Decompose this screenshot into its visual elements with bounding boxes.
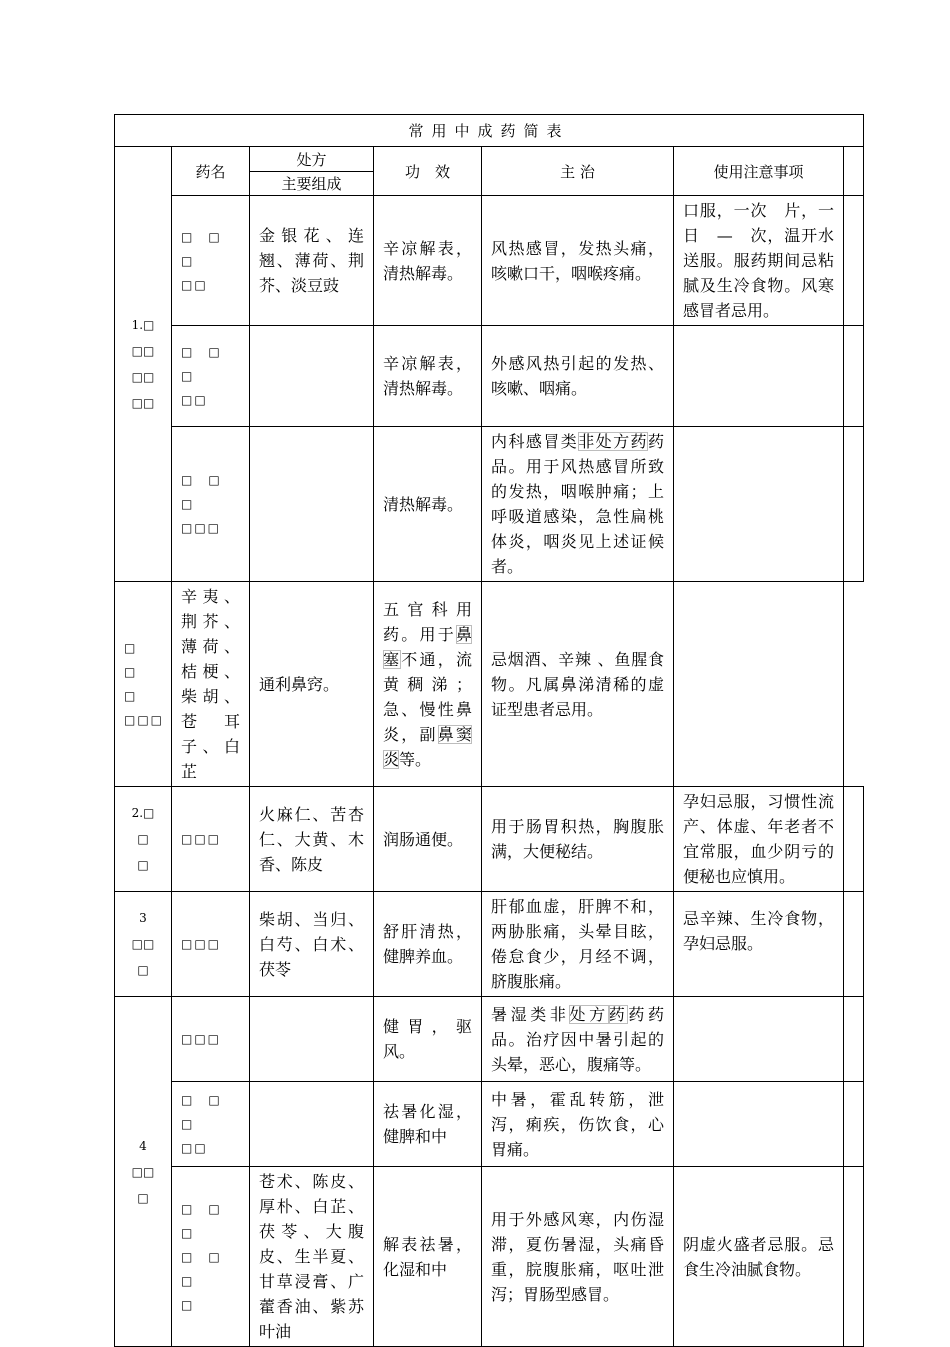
notes-cell: 阴虚火盛者忌服。忌食生冷油腻食物。: [674, 1167, 844, 1347]
indication-cell: 肝郁血虚，肝脾不和，两胁胀痛，头晕目眩，倦怠食少，月经不调，脐腹胀痛。: [482, 892, 674, 997]
drug-name: □ □ □ □□□: [172, 427, 250, 582]
table-row: [115, 326, 864, 427]
composition-cell: 金银花、连翘、薄荷、荆芥、淡豆豉: [250, 196, 374, 326]
efficacy-cell: 祛暑化湿，健脾和中: [374, 1082, 482, 1167]
composition-cell: 火麻仁、苦杏仁、大黄、木香、陈皮: [250, 787, 374, 892]
blank-cell: [844, 427, 864, 582]
drug-name: □□□: [172, 787, 250, 892]
header-indication: 主 治: [482, 147, 674, 196]
blank-cell: [674, 582, 844, 787]
header-composition: 主要组成: [250, 172, 374, 196]
header-blank: [844, 147, 864, 196]
notes-cell: [674, 427, 844, 582]
notes-cell: [674, 326, 844, 427]
notes-cell: 孕妇忌服，习惯性流产、体虚、年老者不宜常服，血少阴亏的便秘也应慎用。: [674, 787, 844, 892]
composition-cell: [250, 326, 374, 427]
table-row: [115, 787, 864, 892]
blank-cell: [844, 997, 864, 1082]
notes-cell: 口服，一次 片，一日 — 次，温开水送服。服药期间忌粘腻及生冷食物。风寒感冒者忌用。: [674, 196, 844, 326]
blank-cell: [844, 892, 864, 997]
indication-cell: 风热感冒，发热头痛，咳嗽口干，咽喉疼痛。: [482, 196, 674, 326]
drug-name: □ □ □ □□□: [115, 582, 172, 787]
blank-cell: [844, 196, 864, 326]
efficacy-cell: 舒肝清热，健脾养血。: [374, 892, 482, 997]
efficacy-cell: 润肠通便。: [374, 787, 482, 892]
table-row: [115, 892, 864, 997]
indication-cell: 用于肠胃积热，胸腹胀满，大便秘结。: [482, 787, 674, 892]
header-notes: 使用注意事项: [674, 147, 844, 196]
drug-name: □ □ □ □□: [172, 326, 250, 427]
category-2: 2.□ □ □: [115, 787, 172, 892]
header-recipe: 处方: [250, 147, 374, 172]
table-row: [115, 427, 864, 582]
table-title: 常用中成药简表: [115, 115, 864, 147]
efficacy-cell: 辛凉解表，清热解毒。: [374, 196, 482, 326]
drug-name: □ □ □ □□: [172, 196, 250, 326]
drug-table: [114, 114, 864, 1347]
blank-cell: [844, 1082, 864, 1167]
composition-cell: 柴胡、当归、白芍、白术、茯苓: [250, 892, 374, 997]
table-row: [115, 196, 864, 326]
efficacy-cell: 清热解毒。: [374, 427, 482, 582]
category-3: 3 □□ □: [115, 892, 172, 997]
notes-cell: [674, 997, 844, 1082]
category-4: 4 □□ □: [115, 997, 172, 1347]
table-row: [115, 997, 864, 1082]
header-row: [115, 147, 864, 172]
table-row: [115, 1082, 864, 1167]
efficacy-cell: 健胃，驱风。: [374, 997, 482, 1082]
efficacy-cell: 解表祛暑，化湿和中: [374, 1167, 482, 1347]
composition-cell: [250, 997, 374, 1082]
blank-cell: [844, 326, 864, 427]
notes-cell: 忌烟酒、辛辣 、鱼腥食物。凡属鼻涕清稀的虚证型患者忌用。: [482, 582, 674, 787]
drug-name: □□□: [172, 892, 250, 997]
table-row: [115, 1167, 864, 1347]
category-1: 1.□ □□ □□ □□: [115, 147, 172, 582]
efficacy-cell: 辛凉解表，清热解毒。: [374, 326, 482, 427]
composition-cell: [250, 1082, 374, 1167]
header-efficacy: 功 效: [374, 147, 482, 196]
indication-cell: 外感风热引起的发热、咳嗽、咽痛。: [482, 326, 674, 427]
blank-cell: [844, 1167, 864, 1347]
indication-cell: 用于外感风寒，内伤湿滞，夏伤暑湿，头痛昏重，脘腹胀痛，呕吐泄泻；胃肠型感冒。: [482, 1167, 674, 1347]
indication-cell: 中暑，霍乱转筋，泄泻，痢疾，伤饮食，心胃痛。: [482, 1082, 674, 1167]
notes-cell: 忌辛辣、生冷食物，孕妇忌服。: [674, 892, 844, 997]
header-name: 药名: [172, 147, 250, 196]
composition-cell: [250, 427, 374, 582]
drug-name: □ □ □ □ □ □ □: [172, 1167, 250, 1347]
indication-cell: 暑湿类非处方药药药品。治疗因中暑引起的头晕，恶心，腹痛等。: [482, 997, 674, 1082]
notes-cell: [674, 1082, 844, 1167]
indication-cell: 五官科用药。用于鼻塞不通，流黄稠涕；急、慢性鼻炎，副鼻窦炎等。: [374, 582, 482, 787]
drug-name: □□□: [172, 997, 250, 1082]
title-row: [115, 115, 864, 147]
drug-name: □ □ □ □□: [172, 1082, 250, 1167]
composition-cell: 苍术、陈皮、厚朴、白芷、茯苓、大腹皮、生半夏、甘草浸膏、广藿香油、紫苏叶油: [250, 1167, 374, 1347]
indication-cell: 内科感冒类非处方药药品。用于风热感冒所致的发热，咽喉肿痛；上呼吸道感染，急性扁桃体炎，咽炎见上述证候者。: [482, 427, 674, 582]
blank-cell: [844, 787, 864, 892]
table-row: [115, 582, 864, 787]
composition-cell: 辛夷、荆芥、薄荷、桔梗、柴胡、苍耳子、白芷: [172, 582, 250, 787]
efficacy-cell: 通利鼻窍。: [250, 582, 374, 787]
